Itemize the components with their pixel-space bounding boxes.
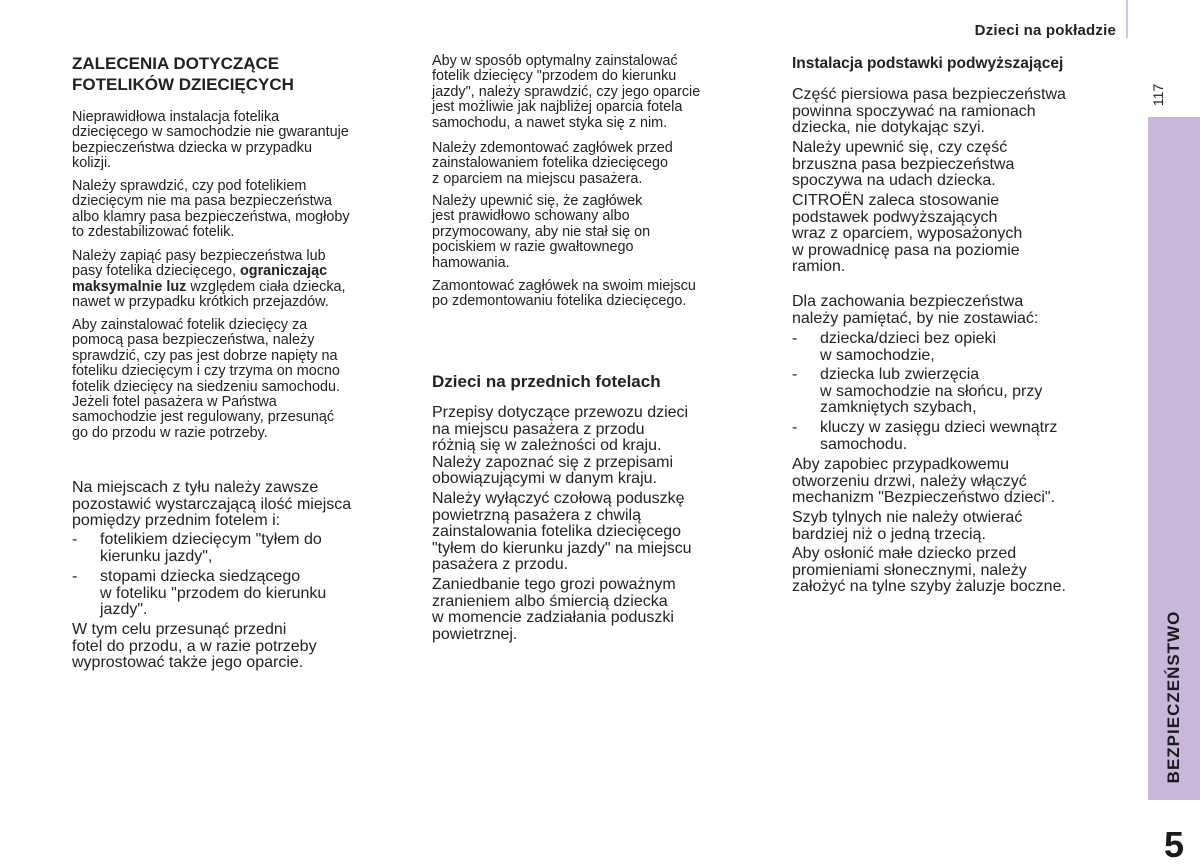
paragraph: Aby osłonić małe dziecko przed promieniami słonecznymi, należy założyć na tylne szyby żaluzje boczne.: [792, 545, 1066, 595]
paragraph: Należy upewnić się, że zagłówek jest prawidłowo schowany albo przymocowany, aby nie stał się on pociskiem w razie gwałtownego hamowania.: [432, 193, 651, 271]
paragraph: Należy zapiąć pasy bezpieczeństwa lub pasy fotelika dziecięcego, ograniczając maksymalnie luz względem ciała dziecka, nawet w przypadku krótkich przejazdów.: [72, 248, 346, 311]
paragraph: Należy wyłączyć czołową poduszkę powietrzną pasażera z chwilą zainstalowania fotelika dziecięcego "tyłem do kierunku jazdy" na miejscu pasażera z przodu.: [432, 490, 692, 573]
paragraph: Dla zachowania bezpieczeństwa należy pamiętać, by nie zostawiać:: [792, 293, 1039, 327]
paragraph: Zamontować zagłówek na swoim miejscu po zdemontowaniu fotelika dziecięcego.: [432, 278, 696, 310]
paragraph: Aby w sposób optymalny zainstalować fotelik dziecięcy "przodem do kierunku jazdy", należy sprawdzić, czy jego oparcie jest możliwie jak najbliżej oparcia fotela samochodu, a nawet styka się z nim.: [432, 53, 701, 131]
page-number: 117: [1150, 83, 1167, 107]
paragraph: W tym celu przesunąć przedni fotel do przodu, a w razie potrzeby wyprostować także jego oparcie.: [72, 621, 317, 671]
paragraph: Aby zainstalować fotelik dziecięcy za pomocą pasa bezpieczeństwa, należy sprawdzić, czy pas jest dobrze napięty na foteliku dziecięcym i czy trzyma on mocno fotelik dziecięcy na siedzeniu samochodu. Jeżeli fotel pasażera w Państwa samochodzie jest regulowany, przesunąć go do przodu w razie potrzeby.: [72, 317, 340, 441]
header-divider: [1126, 0, 1128, 38]
paragraph: Na miejscach z tyłu należy zawsze pozostawić wystarczającą ilość miejsca pomiędzy przednim fotelem i:: [72, 479, 352, 529]
paragraph: Należy sprawdzić, czy pod fotelikiem dziecięcym nie ma pasa bezpieczeństwa albo klamry pasa bezpieczeństwa, mogłoby to zdestabilizować fotelik.: [72, 178, 350, 241]
paragraph: Nieprawidłowa instalacja fotelika dziecięcego w samochodzie nie gwarantuje bezpieczeństwa dziecka w przypadku kolizji.: [72, 109, 349, 172]
paragraph: Przepisy dotyczące przewozu dzieci na miejscu pasażera z przodu różnią się w zależności od kraju. Należy zapoznać się z przepisami obowiązującymi w danym kraju.: [432, 404, 689, 487]
paragraph: Należy zdemontować zagłówek przed zainstalowaniem fotelika dziecięcego z oparciem na miejscu pasażera.: [432, 140, 673, 187]
paragraph: Aby zapobiec przypadkowemu otworzeniu drzwi, należy włączyć mechanizm "Bezpieczeństwo dzieci".: [792, 456, 1056, 506]
chapter-label: BEZPIECZEŃSTWO: [1164, 610, 1183, 784]
paragraph: Część piersiowa pasa bezpieczeństwa powinna spoczywać na ramionach dziecka, nie dotykając szyi.: [792, 86, 1066, 136]
paragraph: Należy upewnić się, czy część brzuszna pasa bezpieczeństwa spoczywa na udach dziecka.: [792, 139, 1015, 189]
chapter-number: 5: [1163, 824, 1185, 865]
emphasis-text: ograniczając maksymalnie luz: [72, 263, 328, 295]
section-heading: Dzieci na przednich fotelach: [432, 372, 661, 391]
section-heading: ZALECENIA DOTYCZĄCE FOTELIKÓW DZIECIĘCYCH: [72, 54, 294, 94]
paragraph: Szyb tylnych nie należy otwierać bardziej niż o jedną trzecią.: [792, 509, 1023, 543]
section-title: Dzieci na pokładzie: [974, 22, 1116, 39]
paragraph: CITROËN zaleca stosowanie podstawek podwyższających wraz z oparciem, wyposażonych w prowadnicę pasa na poziomie ramion.: [792, 192, 1023, 275]
chapter-tab: [1148, 117, 1200, 865]
paragraph: Zaniedbanie tego grozi poważnym zranieniem albo śmiercią dziecka w momencie zadziałania poduszki powietrznej.: [432, 576, 676, 643]
section-heading: Instalacja podstawki podwyższającej: [792, 55, 1064, 72]
